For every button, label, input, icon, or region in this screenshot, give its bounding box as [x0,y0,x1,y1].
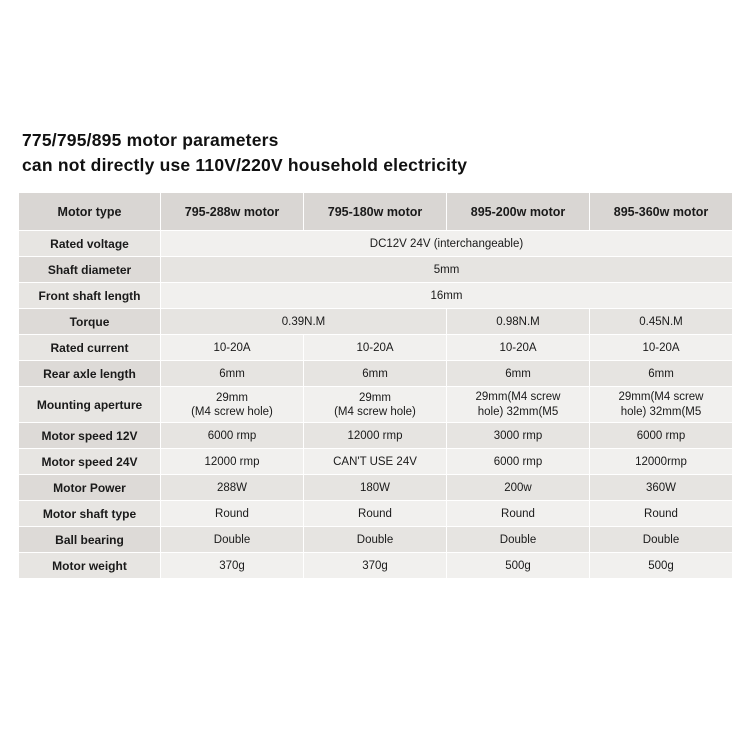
header-cell-795-180w: 795-180w motor [304,193,447,231]
row-value-shaft-type-4: Round [590,501,733,527]
table-row [19,501,733,527]
row-value-bearing-1: Double [161,527,304,553]
row-value-rear-axle-4: 6mm [590,361,733,387]
header-cell-795-288w: 795-288w motor [161,193,304,231]
row-value-rear-axle-2: 6mm [304,361,447,387]
table-row [19,475,733,501]
row-value-shaft-type-3: Round [447,501,590,527]
table-row [19,231,733,257]
title-line-1: 775/795/895 motor parameters [22,130,279,150]
row-value-mounting-3 [447,387,590,423]
row-value-power-1: 288W [161,475,304,501]
mounting-line-2: hole) 32mm(M5 [620,405,702,418]
row-value-bearing-4: Double [590,527,733,553]
table-row [19,527,733,553]
row-value-speed24-3: 6000 rmp [447,449,590,475]
row-value-weight-4: 500g [590,553,733,579]
row-label-torque: Torque [19,309,161,335]
row-value-weight-2: 370g [304,553,447,579]
row-value-torque-895-360w: 0.45N.M [590,309,733,335]
row-value-rear-axle-1: 6mm [161,361,304,387]
motor-parameters-table [18,192,733,579]
row-value-speed12-2: 12000 rmp [304,423,447,449]
row-value-bearing-3: Double [447,527,590,553]
row-label-motor-speed-12v: Motor speed 12V [19,423,161,449]
row-value-mounting-1 [161,387,304,423]
row-value-shaft-type-2: Round [304,501,447,527]
row-value-power-2: 180W [304,475,447,501]
header-cell-895-360w: 895-360w motor [590,193,733,231]
row-value-mounting-4 [590,387,733,423]
table-row [19,335,733,361]
document-heading [22,128,722,178]
row-value-bearing-2: Double [304,527,447,553]
row-label-motor-power: Motor Power [19,475,161,501]
table-row [19,309,733,335]
row-value-speed12-3: 3000 rmp [447,423,590,449]
mounting-line-1: 29mm(M4 screw [475,390,561,403]
row-label-rear-axle-length: Rear axle length [19,361,161,387]
row-label-rated-current: Rated current [19,335,161,361]
row-value-weight-1: 370g [161,553,304,579]
row-value-shaft-diameter: 5mm [161,257,733,283]
header-cell-895-200w: 895-200w motor [447,193,590,231]
row-value-speed24-4: 12000rmp [590,449,733,475]
row-value-weight-3: 500g [447,553,590,579]
row-value-rated-current-3: 10-20A [447,335,590,361]
row-value-rated-current-2: 10-20A [304,335,447,361]
mounting-line-1: 29mm(M4 screw [618,390,704,403]
row-value-speed24-1: 12000 rmp [161,449,304,475]
row-value-power-4: 360W [590,475,733,501]
row-value-speed12-1: 6000 rmp [161,423,304,449]
mounting-line-2: hole) 32mm(M5 [477,405,559,418]
row-value-power-3: 200w [447,475,590,501]
table-header-row [19,193,733,231]
row-label-ball-bearing: Ball bearing [19,527,161,553]
row-value-torque-795: 0.39N.M [161,309,447,335]
row-label-mounting-aperture: Mounting aperture [19,387,161,423]
table-row [19,423,733,449]
table-row [19,257,733,283]
table-row [19,283,733,309]
row-value-speed24-2: CAN'T USE 24V [304,449,447,475]
row-label-shaft-diameter: Shaft diameter [19,257,161,283]
row-value-rated-voltage: DC12V 24V (interchangeable) [161,231,733,257]
header-cell-motor-type: Motor type [19,193,161,231]
table-row [19,449,733,475]
row-value-speed12-4: 6000 rmp [590,423,733,449]
mounting-line-2: (M4 screw hole) [334,405,416,418]
table-row [19,361,733,387]
table-row [19,387,733,423]
row-label-motor-speed-24v: Motor speed 24V [19,449,161,475]
mounting-line-1: 29mm [216,391,248,404]
row-value-rear-axle-3: 6mm [447,361,590,387]
row-value-torque-895-200w: 0.98N.M [447,309,590,335]
table-row [19,553,733,579]
row-value-front-shaft-length: 16mm [161,283,733,309]
row-value-rated-current-4: 10-20A [590,335,733,361]
title-line-2: can not directly use 110V/220V household electricity [22,155,468,175]
row-label-front-shaft-length: Front shaft length [19,283,161,309]
row-label-motor-weight: Motor weight [19,553,161,579]
mounting-line-1: 29mm [359,391,391,404]
row-value-rated-current-1: 10-20A [161,335,304,361]
mounting-line-2: (M4 screw hole) [191,405,273,418]
row-label-rated-voltage: Rated voltage [19,231,161,257]
row-value-mounting-2 [304,387,447,423]
row-label-motor-shaft-type: Motor shaft type [19,501,161,527]
row-value-shaft-type-1: Round [161,501,304,527]
